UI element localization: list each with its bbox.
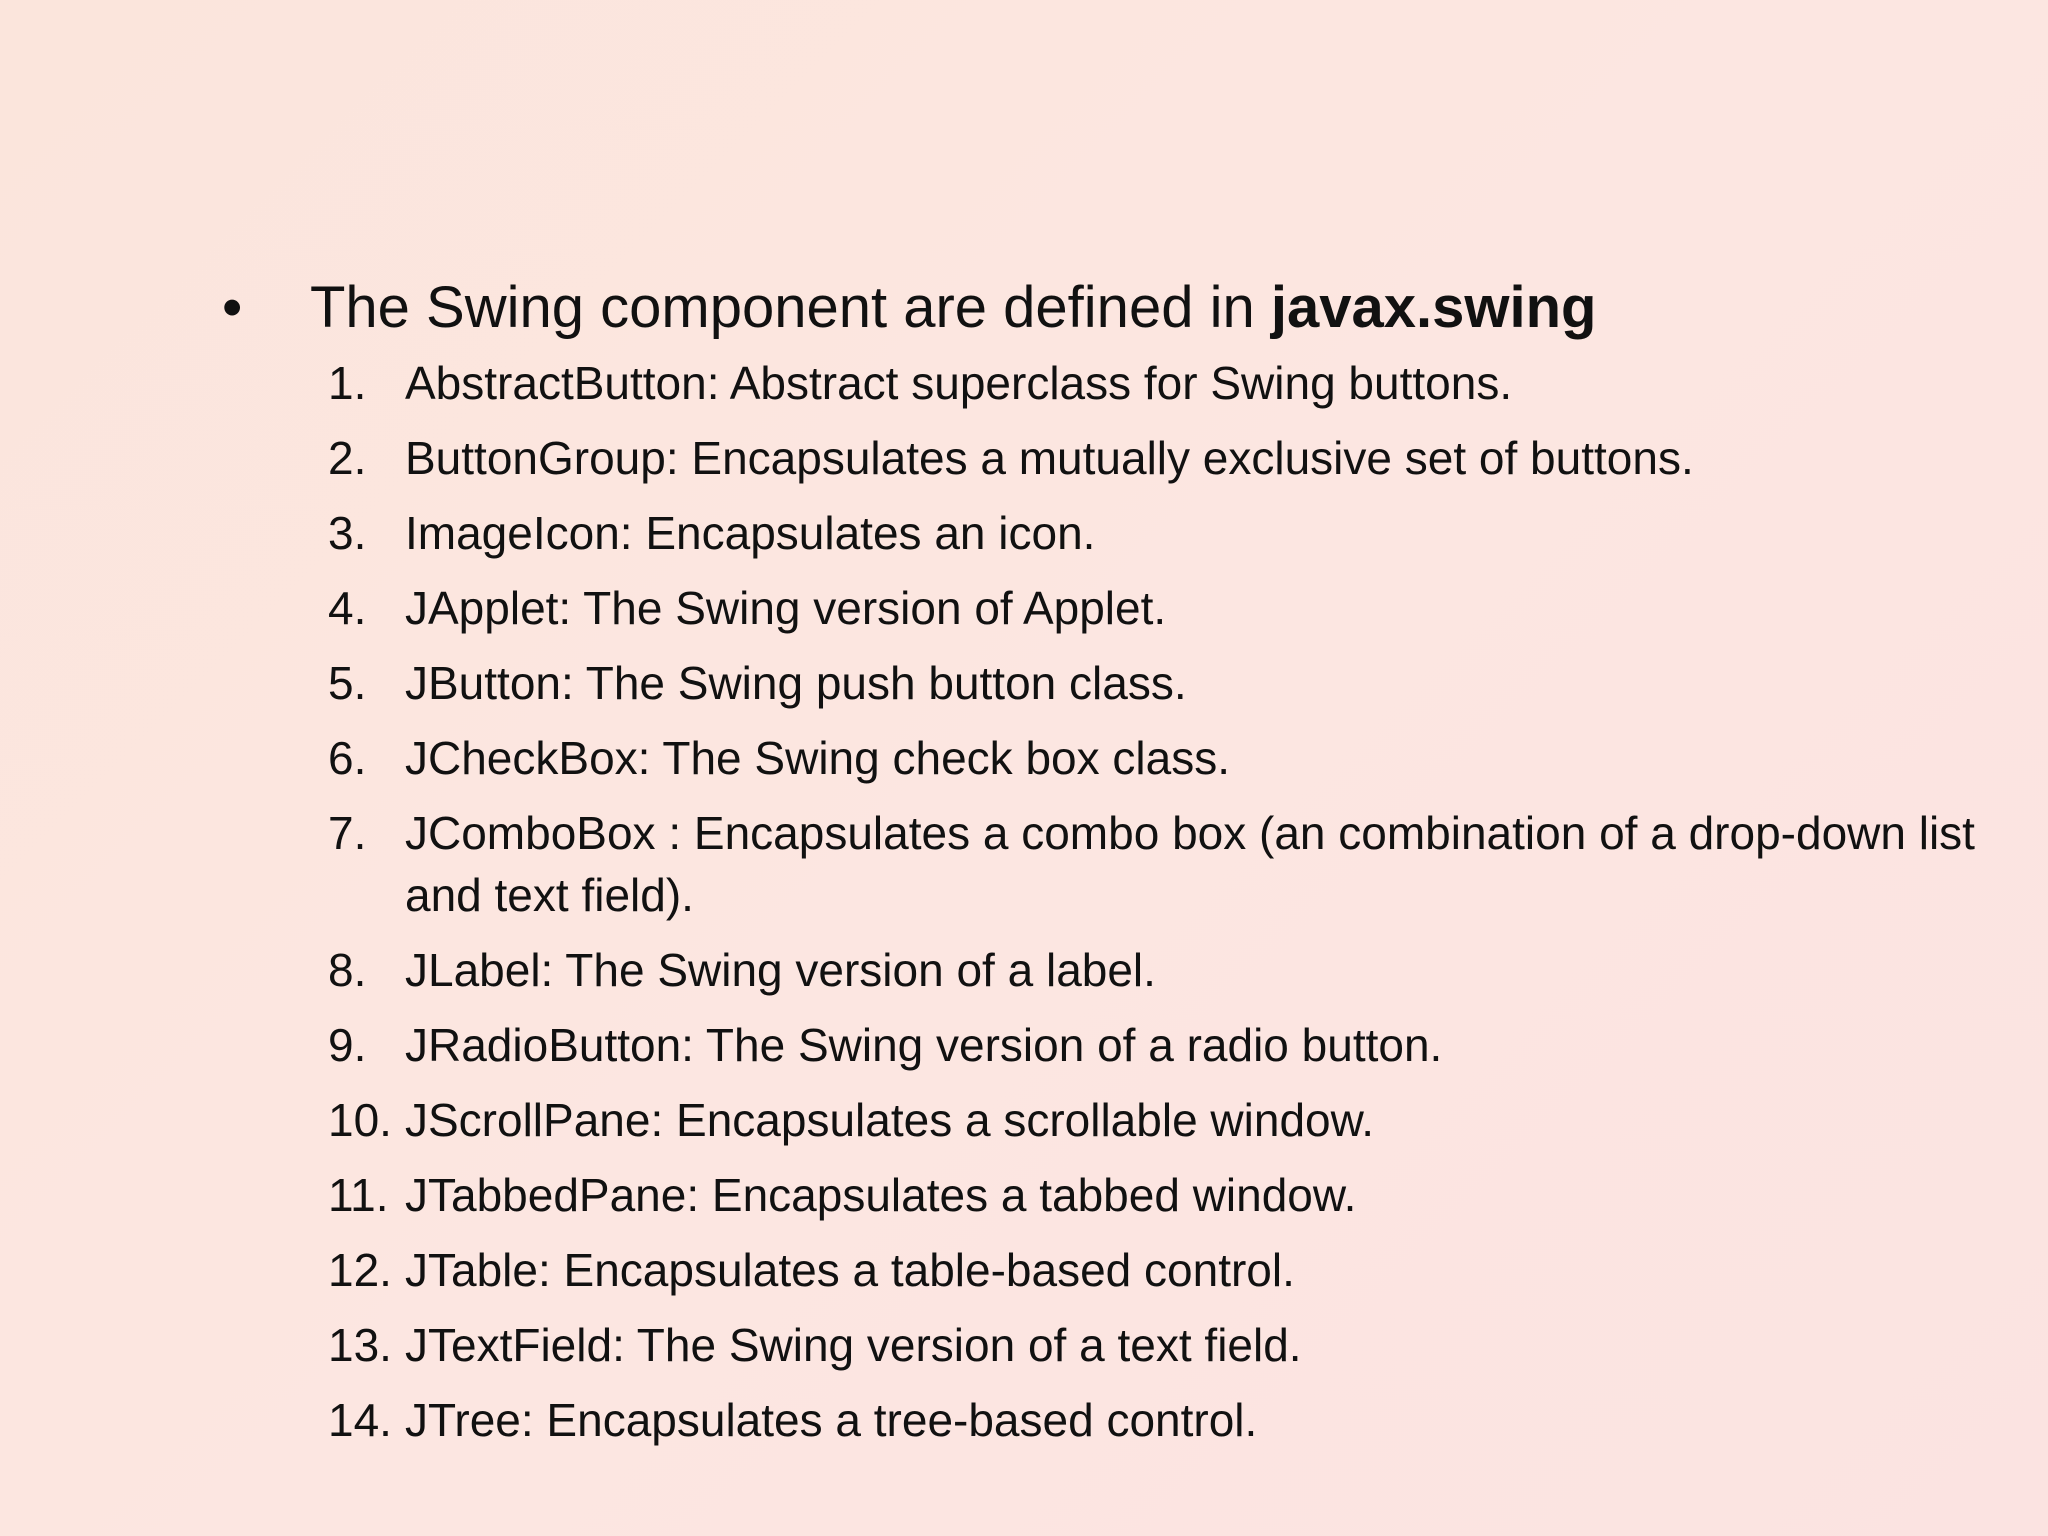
list-item-number: 12. <box>328 1244 392 1296</box>
list-item-text: JCheckBox: The Swing check box class. <box>405 732 1230 784</box>
list-item-number: 14. <box>328 1394 392 1446</box>
main-bullet-emphasis: javax.swing <box>1270 275 1597 340</box>
list-item-number: 4. <box>328 582 367 634</box>
list-item <box>328 1164 2008 1226</box>
list-item-number: 8. <box>328 944 367 996</box>
list-item-number: 13. <box>328 1319 392 1371</box>
list-item-text: JScrollPane: Encapsulates a scrollable window. <box>405 1094 1375 1146</box>
list-item-text: JTextField: The Swing version of a text field. <box>405 1319 1302 1371</box>
list-item-number: 10. <box>328 1094 392 1146</box>
list-item <box>328 427 2008 489</box>
list-item-text: JTree: Encapsulates a tree-based control. <box>405 1394 1258 1446</box>
list-item-text: ButtonGroup: Encapsulates a mutually exclusive set of buttons. <box>405 432 1694 484</box>
list-item <box>328 352 2008 414</box>
list-item-number: 5. <box>328 657 367 709</box>
main-bullet-text <box>310 268 1596 348</box>
main-bullet <box>222 268 1596 348</box>
list-item-number: 3. <box>328 507 367 559</box>
list-item-text: JApplet: The Swing version of Applet. <box>405 582 1167 634</box>
list-item-text: JRadioButton: The Swing version of a radio button. <box>405 1019 1443 1071</box>
list-item-text: JTable: Encapsulates a table-based control. <box>405 1244 1295 1296</box>
list-item-number: 1. <box>328 357 367 409</box>
list-item <box>328 1389 2008 1451</box>
list-item-number: 9. <box>328 1019 367 1071</box>
list-item-number: 2. <box>328 432 367 484</box>
list-item-number: 11. <box>328 1169 389 1221</box>
component-list <box>328 352 2008 1464</box>
list-item <box>328 1239 2008 1301</box>
list-item-text: JComboBox : Encapsulates a combo box (an combination of a drop-down list and text field). <box>405 807 1975 921</box>
list-item-text: AbstractButton: Abstract superclass for Swing buttons. <box>405 357 1513 409</box>
list-item <box>328 1314 2008 1376</box>
list-item <box>328 652 2008 714</box>
list-item <box>328 727 2008 789</box>
bullet-marker: • <box>222 275 243 340</box>
list-item <box>328 1089 2008 1151</box>
list-item-text: JTabbedPane: Encapsulates a tabbed window. <box>405 1169 1357 1221</box>
list-item <box>328 802 2008 926</box>
list-item-text: ImageIcon: Encapsulates an icon. <box>405 507 1096 559</box>
list-item <box>328 577 2008 639</box>
list-item-text: JButton: The Swing push button class. <box>405 657 1187 709</box>
list-item <box>328 1014 2008 1076</box>
list-item <box>328 502 2008 564</box>
list-item-number: 7. <box>328 807 367 859</box>
main-bullet-plain-text: The Swing component are defined in <box>310 275 1271 340</box>
list-item-text: JLabel: The Swing version of a label. <box>405 944 1156 996</box>
list-item-number: 6. <box>328 732 367 784</box>
list-item <box>328 939 2008 1001</box>
